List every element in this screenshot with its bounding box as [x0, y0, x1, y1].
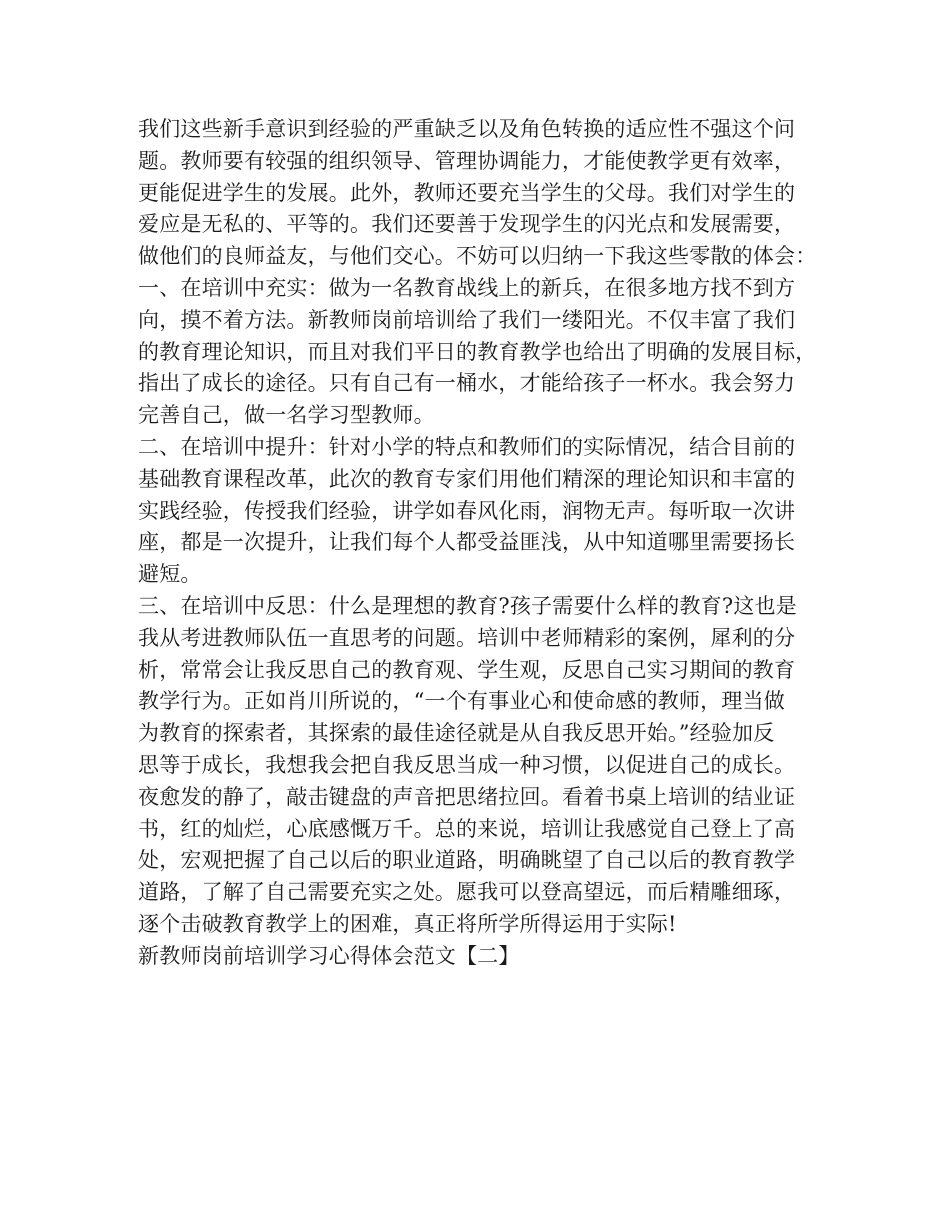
- text-line: 二、在培训中提升：针对小学的特点和教师们的实际情况，结合目前的: [138, 434, 796, 459]
- text-line: 逐个击破教育教学上的困难，真正将所学所得运用于实际!: [138, 911, 677, 936]
- text-line: 一、在培训中充实：做为一名教育战线上的新兵，在很多地方找不到方: [138, 275, 796, 300]
- document-body: [138, 114, 828, 973]
- text-line: 实践经验，传授我们经验，讲学如春风化雨，润物无声。每听取一次讲: [138, 498, 796, 523]
- text-line: 座，都是一次提升，让我们每个人都受益匪浅，从中知道哪里需要扬长: [138, 530, 796, 555]
- text-line: 向，摸不着方法。新教师岗前培训给了我们一缕阳光。不仅丰富了我们: [138, 307, 796, 332]
- text-line: 处，宏观把握了自己以后的职业道路，明确眺望了自己以后的教育教学: [138, 848, 796, 873]
- text-line: 爱应是无私的、平等的。我们还要善于发现学生的闪光点和发展需要，: [138, 212, 796, 237]
- text-line: 基础教育课程改革，此次的教育专家们用他们精深的理论知识和丰富的: [138, 466, 796, 491]
- text-line: 我们这些新手意识到经验的严重缺乏以及角色转换的适应性不强这个问: [138, 117, 796, 141]
- text-line: 更能促进学生的发展。此外，教师还要充当学生的父母。我们对学生的: [138, 180, 796, 205]
- text-line: 道路，了解了自己需要充实之处。愿我可以登高望远，而后精雕细琢，: [138, 880, 796, 905]
- text-line: 新教师岗前培训学习心得体会范文【二】: [138, 943, 520, 968]
- text-line: 指出了成长的途径。只有自己有一桶水，才能给孩子一杯水。我会努力: [138, 371, 796, 396]
- text-line: 的教育理论知识，而且对我们平日的教育教学也给出了明确的发展目标，: [138, 339, 817, 364]
- text-line: 为教育的探索者，其探索的最佳途径就是从自我反思开始。”经验加反: [138, 721, 775, 746]
- text-line: 避短。: [138, 562, 202, 587]
- text-line: 做他们的良师益友，与他们交心。不妨可以归纳一下我这些零散的体会：: [138, 244, 817, 269]
- text-line: 三、在培训中反思：什么是理想的教育?孩子需要什么样的教育?这也是: [138, 593, 797, 618]
- text-line: 我从考进教师队伍一直思考的问题。培训中老师精彩的案例，犀利的分: [138, 625, 796, 650]
- text-line: 夜愈发的静了，敲击键盘的声音把思绪拉回。看着书桌上培训的结业证: [138, 784, 796, 809]
- text-line: 完善自己，做一名学习型教师。: [138, 403, 435, 428]
- text-line: 析，常常会让我反思自己的教育观、学生观，反思自己实习期间的教育: [138, 657, 796, 682]
- text-line: 思等于成长，我想我会把自我反思当成一种习惯，以促进自己的成长。: [138, 752, 796, 777]
- text-line: 书，红的灿烂，心底感慨万千。总的来说，培训让我感觉自己登上了高: [138, 816, 796, 841]
- text-line: 题。教师要有较强的组织领导、管理协调能力，才能使教学更有效率，: [138, 148, 796, 173]
- text-line: 教学行为。正如肖川所说的，“一个有事业心和使命感的教师，理当做: [138, 689, 785, 714]
